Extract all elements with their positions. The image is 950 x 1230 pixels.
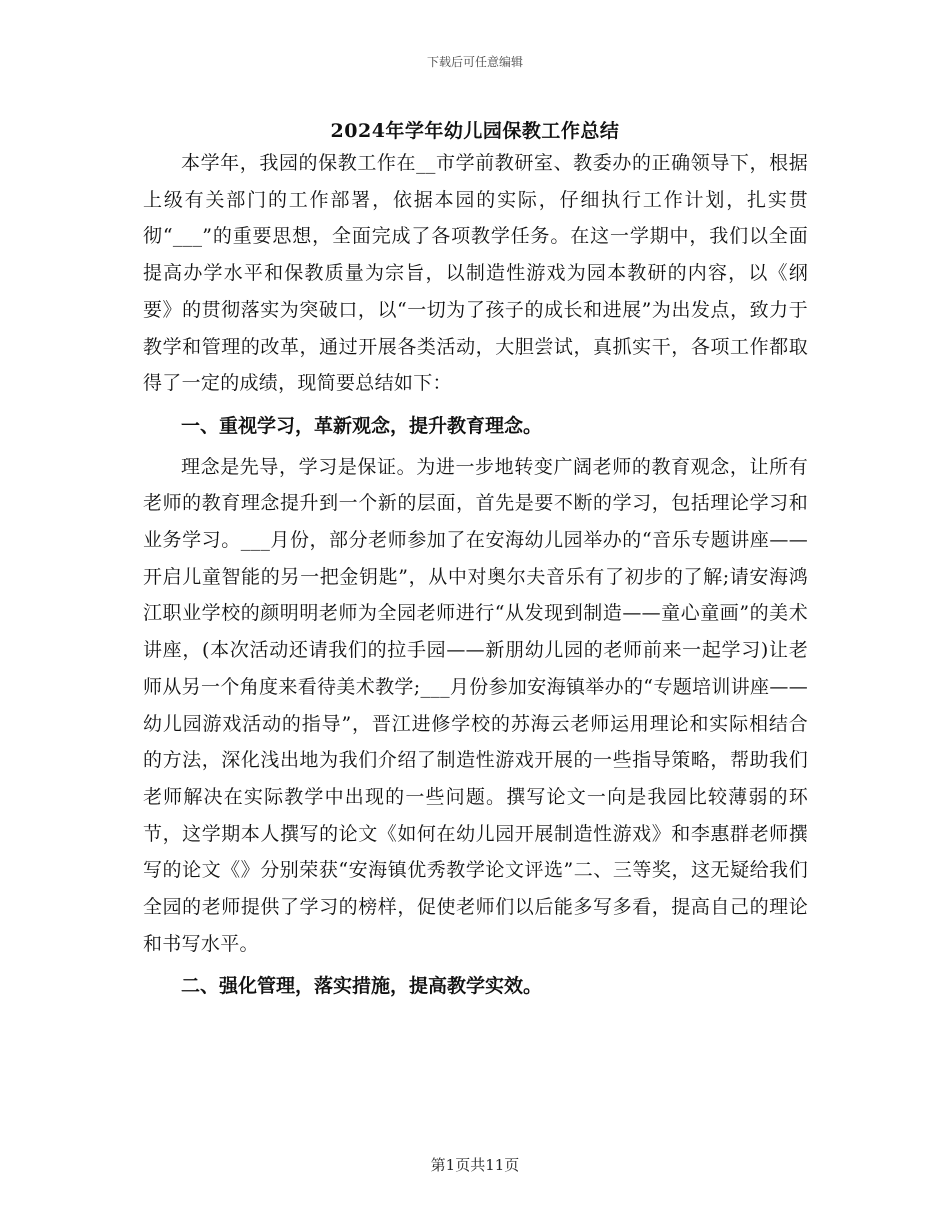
- section-2-heading: 二、强化管理，落实措施，提高教学实效。: [181, 975, 543, 998]
- document-title: 2024年学年幼儿园保教工作总结: [330, 120, 620, 142]
- page-footer: 第1页共11页: [430, 1156, 520, 1174]
- intro-paragraph: 本学年，我园的保教工作在__市学前教研室、教委办的正确领导下，根据上级有关部门的工作部署，依据本园的实际，仔细执行工作计划，扎实贯彻“___”的重要思想，全面完成了各项教学任务。在这一学期中，我们以全面提高办学水平和保教质量为宗旨，以制造性游戏为园本教研的内容，以《纲要》的贯彻落实为突破口，以“一切为了孩子的成长和进展”为出发点，致力于教学和管理的改革，通过开展各类活动，大胆尝试，真抓实干，各项工作都取得了一定的成绩，现简要总结如下：: [143, 152, 808, 395]
- section-1-heading: 一、重视学习，革新观念，提升教育理念。: [181, 414, 543, 437]
- document-body: [143, 145, 808, 1009]
- section-1-paragraph: 理念是先导，学习是保证。为进一步地转变广阔老师的教育观念，让所有老师的教育理念提升到一个新的层面，首先是要不断的学习，包括理论学习和业务学习。___月份，部分老师参加了在安海幼儿园举办的“音乐专题讲座——开启儿童智能的另一把金钥匙”，从中对奥尔夫音乐有了初步的了解;请安海鸿江职业学校的颜明明老师为全园老师进行“从发现到制造——童心童画”的美术讲座，(本次活动还请我们的拉手园——新朋幼儿园的老师前来一起学习)让老师从另一个角度来看待美术教学;___月份参加安海镇举办的“专题培训讲座——幼儿园游戏活动的指导”，晋江进修学校的苏海云老师运用理论和实际相结合的方法，深化浅出地为我们介绍了制造性游戏开展的一些指导策略，帮助我们老师解决在实际教学中出现的一些问题。撰写论文一向是我园比较薄弱的环节，这学期本人撰写的论文《如何在幼儿园开展制造性游戏》和李惠群老师撰写的论文《》分别荣获“安海镇优秀教学论文评选”二、三等奖，这无疑给我们全园的老师提供了学习的榜样，促使老师们以后能多写多看，提高自己的理论和书写水平。: [143, 455, 808, 955]
- header-note: 下载后可任意编辑: [426, 55, 523, 69]
